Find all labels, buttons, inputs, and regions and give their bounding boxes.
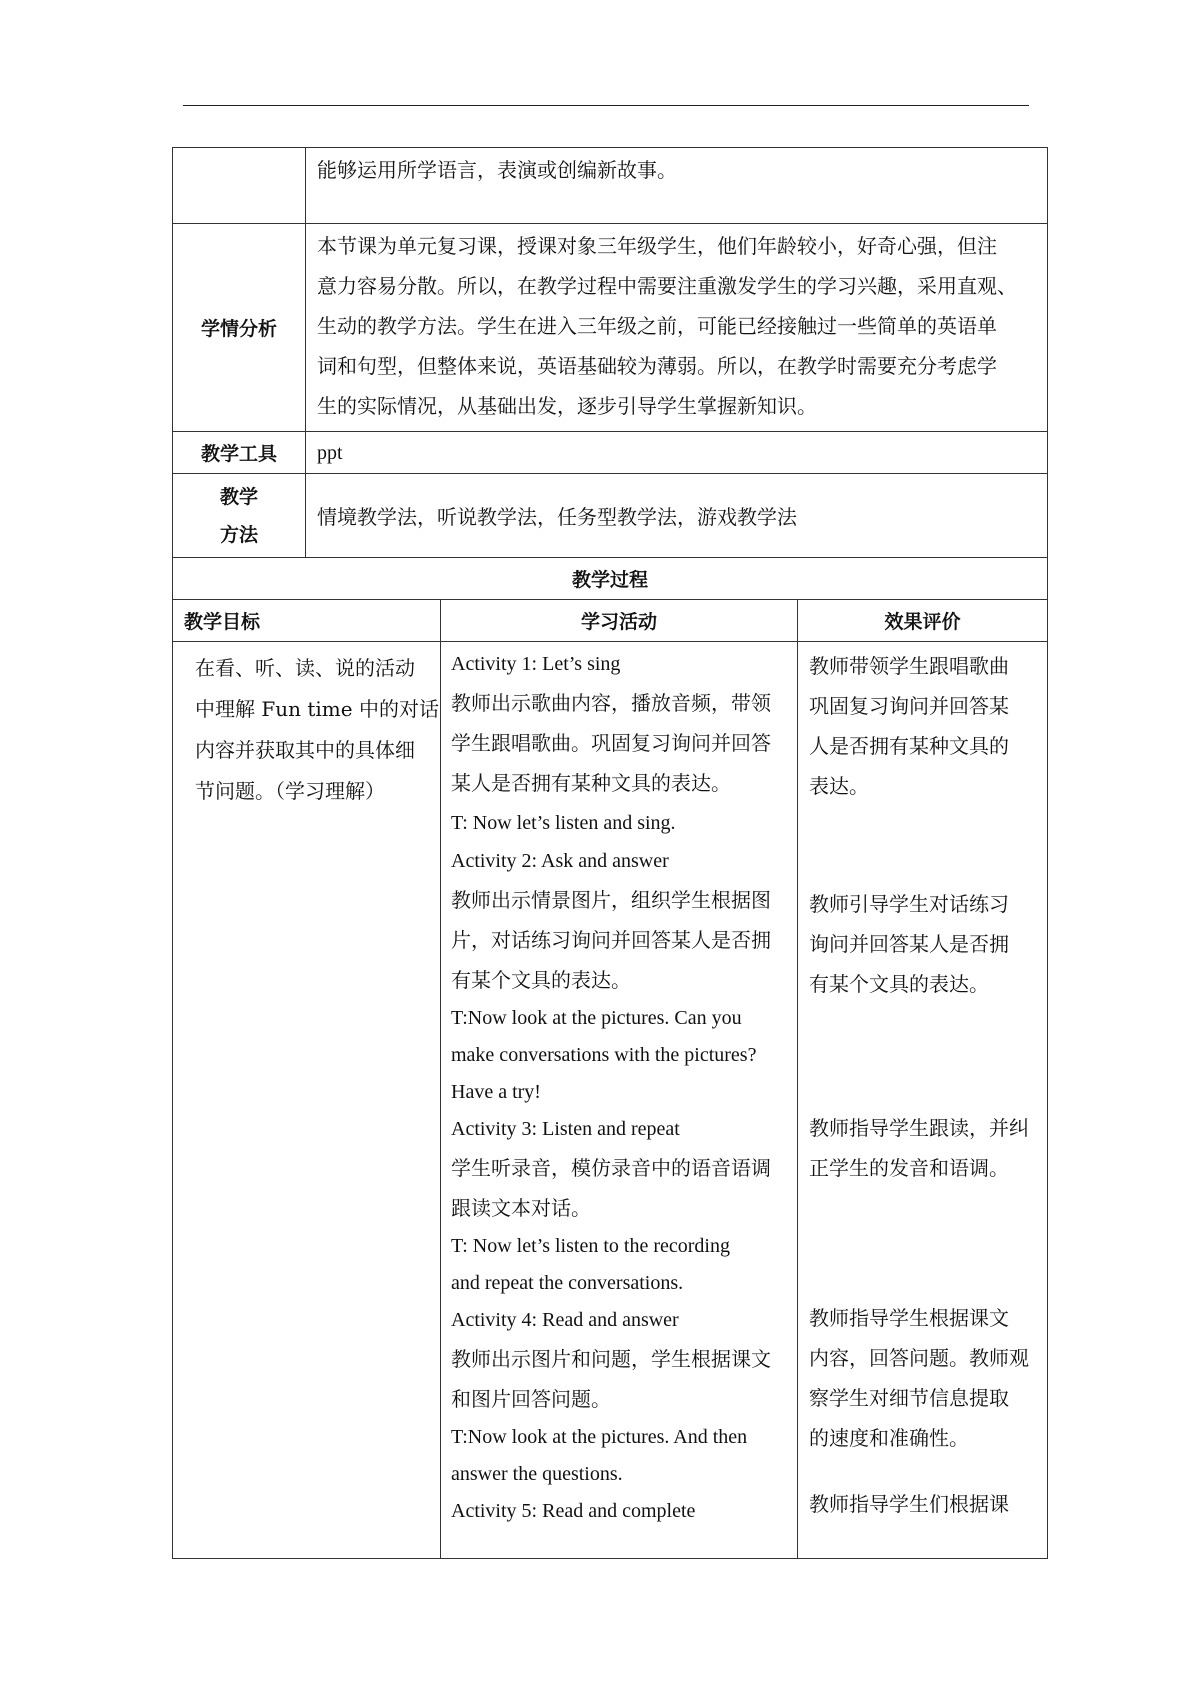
teacher-line: T: Now let’s listen to the recording (451, 1235, 730, 1257)
teacher-line: T: Now let’s listen and sing. (451, 812, 676, 834)
methods-value: 情境教学法，听说教学法，任务型教学法，游戏教学法 (317, 504, 797, 529)
evaluation-line: 教师指导学生跟读，并纠 (809, 1116, 1029, 1140)
activity-2 (451, 843, 791, 1111)
evaluation-4 (809, 1298, 1041, 1484)
header-evaluation-cell (798, 600, 1048, 642)
analysis-label-cell (173, 224, 306, 432)
lesson-plan-table (172, 147, 1048, 1559)
evaluation-line: 有某个文具的表达。 (809, 972, 989, 996)
empty-label-cell (173, 148, 306, 224)
evaluation-line: 内容，回答问题。教师观 (809, 1346, 1029, 1370)
evaluation-line: 教师指导学生根据课文 (809, 1306, 1009, 1330)
activity-5 (451, 1493, 791, 1530)
activity-desc-line: 跟读文本对话。 (451, 1196, 591, 1220)
activity-desc-line: 学生跟唱歌曲。巩固复习询问并回答 (451, 731, 771, 755)
teacher-line: T:Now look at the pictures. Can you (451, 1007, 742, 1029)
goal-cell (173, 642, 441, 1559)
methods-label-line2: 方法 (219, 523, 258, 546)
objective-continuation-row (173, 148, 1048, 224)
evaluation-line: 察学生对细节信息提取 (809, 1386, 1009, 1410)
analysis-label: 学情分析 (200, 318, 277, 340)
activity-4 (451, 1302, 791, 1493)
activity-desc-line: 教师出示歌曲内容，播放音频，带领 (451, 691, 771, 715)
evaluation-line: 人是否拥有某种文具的 (809, 734, 1009, 758)
analysis-line: 意力容易分散。所以，在教学过程中需要注重激发学生的学习兴趣，采用直观、 (317, 274, 1017, 298)
activity-desc-line: 某人是否拥有某种文具的表达。 (451, 771, 731, 795)
activity-title: Activity 3: Listen and repeat (451, 1118, 680, 1140)
goal-line: 节问题。（学习理解） (195, 779, 385, 803)
tools-label-cell (173, 432, 306, 474)
header-evaluation: 效果评价 (884, 611, 961, 633)
activity-desc-line: 片，对话练习询问并回答某人是否拥 (451, 928, 771, 952)
goal-line: 中理解 Fun time 中的对话 (195, 697, 439, 721)
analysis-row (173, 224, 1048, 432)
teacher-line: answer the questions. (451, 1463, 623, 1485)
activity-title: Activity 5: Read and complete (451, 1500, 696, 1522)
process-title-cell (173, 558, 1048, 600)
activity-desc-line: 学生听录音，模仿录音中的语音语调 (451, 1156, 771, 1180)
header-goal: 教学目标 (184, 611, 261, 633)
evaluation-line: 巩固复习询问并回答某 (809, 694, 1009, 718)
methods-label-line1: 教学 (219, 485, 258, 508)
methods-value-cell (306, 474, 1048, 558)
tools-value-cell (306, 432, 1048, 474)
analysis-content-cell (306, 224, 1048, 432)
evaluation-2 (809, 884, 1041, 1108)
evaluations-cell (798, 642, 1048, 1559)
activity-desc-line: 教师出示情景图片，组织学生根据图 (451, 888, 771, 912)
evaluation-line: 表达。 (809, 774, 869, 798)
tools-label: 教学工具 (200, 443, 277, 465)
evaluation-line: 正学生的发音和语调。 (809, 1156, 1009, 1180)
activity-1 (451, 646, 791, 843)
objective-continuation-text: 能够运用所学语言，表演或创编新故事。 (317, 158, 677, 182)
evaluation-line: 询问并回答某人是否拥 (809, 932, 1009, 956)
analysis-line: 生的实际情况，从基础出发，逐步引导学生掌握新知识。 (317, 394, 817, 418)
process-content-row (173, 642, 1048, 1559)
teacher-line: and repeat the conversations. (451, 1272, 684, 1294)
teacher-line: make conversations with the pictures? (451, 1044, 757, 1066)
activity-title: Activity 4: Read and answer (451, 1309, 679, 1331)
process-header-row (173, 600, 1048, 642)
evaluation-5 (809, 1484, 1041, 1524)
methods-row (173, 474, 1048, 558)
activity-3 (451, 1111, 791, 1302)
activity-desc-line: 有某个文具的表达。 (451, 968, 631, 992)
tools-row (173, 432, 1048, 474)
analysis-line: 生动的教学方法。学生在进入三年级之前，可能已经接触过一些简单的英语单 (317, 314, 997, 338)
evaluation-line: 教师指导学生们根据课 (809, 1492, 1009, 1516)
analysis-line: 本节课为单元复习课，授课对象三年级学生，他们年龄较小，好奇心强，但注 (317, 234, 997, 258)
process-title-row (173, 558, 1048, 600)
goal-line: 在看、听、读、说的活动 (195, 656, 415, 680)
process-title: 教学过程 (572, 569, 649, 591)
activity-desc-line: 教师出示图片和问题，学生根据课文 (451, 1347, 771, 1371)
teacher-line: T:Now look at the pictures. And then (451, 1426, 748, 1448)
evaluation-3 (809, 1108, 1041, 1298)
evaluation-1 (809, 646, 1041, 884)
evaluation-line: 教师引导学生对话练习 (809, 892, 1009, 916)
header-goal-cell (173, 600, 441, 642)
evaluation-line: 教师带领学生跟唱歌曲 (809, 654, 1009, 678)
goal-line: 内容并获取其中的具体细 (195, 738, 415, 762)
evaluation-line: 的速度和准确性。 (809, 1426, 969, 1450)
analysis-line: 词和句型，但整体来说，英语基础较为薄弱。所以，在教学时需要充分考虑学 (317, 354, 997, 378)
teacher-line: Have a try! (451, 1081, 541, 1103)
activities-cell (441, 642, 798, 1559)
activity-title: Activity 1: Let’s sing (451, 653, 621, 675)
methods-label-cell (173, 474, 306, 558)
activity-desc-line: 和图片回答问题。 (451, 1387, 611, 1411)
activity-title: Activity 2: Ask and answer (451, 850, 669, 872)
header-activity-cell (441, 600, 798, 642)
header-rule (183, 105, 1029, 106)
tools-value: ppt (317, 442, 343, 464)
objective-continuation-cell (306, 148, 1048, 224)
header-activity: 学习活动 (580, 611, 657, 633)
